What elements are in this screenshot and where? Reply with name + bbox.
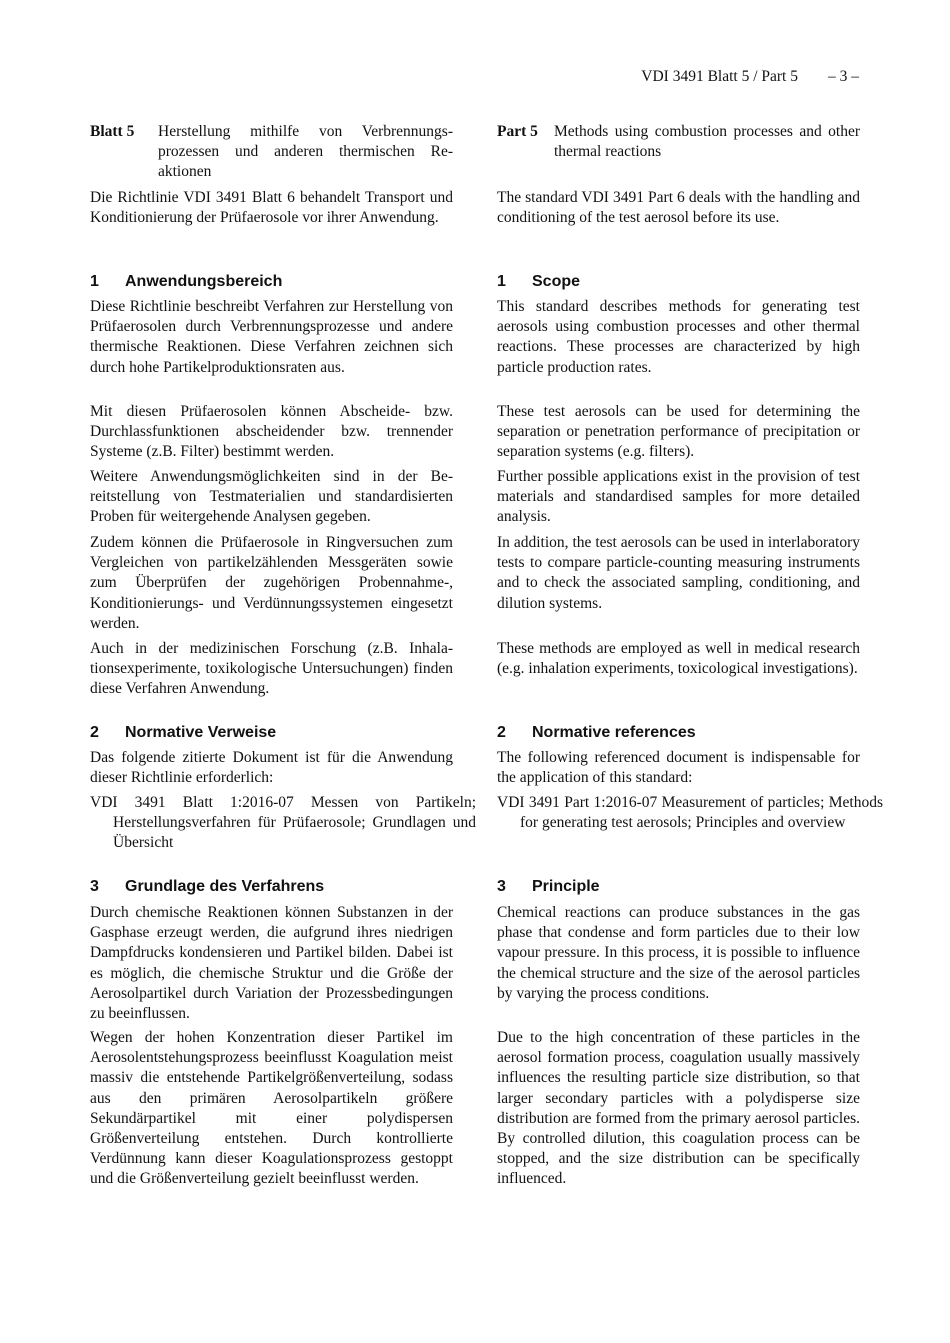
part-title: Herstellung mithilfe von Verbrennungsprozessen und anderen thermischen Reaktionen — [158, 123, 453, 181]
section-1-paragraph: Diese Richtlinie beschreibt Verfahren zur Herstellung von Prüfaerosolen durch Verbrennungsprozesse und andere thermische Reaktionen. Diese Verfahren zeichnen sich durch hohe Partikelproduktionsraten aus. — [90, 298, 453, 376]
section-1-paragraph: Zudem können die Prüfaerosole in Ringversuchen zum Vergleichen von partikelzählenden Messgeräten sowie zum Überprüfen der zugehörigen Probennahme-, Konditionierungs- und Verdünnungssystemen eingesetzt werden. — [90, 534, 453, 632]
section-heading-1: 1 Scope — [497, 273, 581, 290]
section-1-paragraph: In addition, the test aerosols can be used in interlaboratory tests to compare particle-counting measuring instruments and to check the associated sampling, conditioning, and dilution systems. — [497, 534, 860, 612]
section-heading-3: 3 Grundlage des Verfahrens — [90, 878, 325, 895]
section-3-paragraph: Wegen der hohen Konzentration dieser Partikel im Aerosolentstehungsprozess beeinflusst Koagulation meist massiv die entstehende Partikelgrößenverteilung, sodass aus den primären Aerosolpartikeln größere Sekundärpartikel mit einer polydispersen Größenverteilung entstehen. Durch kontrollierte Verdünnung kann dieser Koagulationsprozess gestoppt und die Größenverteilung gezielt beeinflusst werden. — [90, 1029, 453, 1188]
page-number: – 3 – — [828, 68, 859, 85]
intro-paragraph: Die Richtlinie VDI 3491 Blatt 6 behandelt Transport und Konditionierung der Prüfaerosole vor ihrer Anwendung. — [90, 189, 453, 227]
section-heading-3: 3 Principle — [497, 878, 600, 895]
section-1-paragraph: This standard describes methods for generating test aerosols using combustion processes and other thermal reactions. These processes are characterized by high particle production rates. — [497, 298, 860, 376]
intro-paragraph: The standard VDI 3491 Part 6 deals with the handling and conditioning of the test aerosol before its use. — [497, 189, 860, 227]
page-header — [641, 68, 859, 86]
section-heading-2: 2 Normative Verweise — [90, 724, 277, 741]
section-2-paragraph: The following referenced document is indispensable for the application of this standard: — [497, 749, 860, 787]
section-heading-2: 2 Normative references — [497, 724, 696, 741]
section-1-paragraph: Weitere Anwendungsmöglichkeiten sind in der Bereitstellung von Testmaterialien und standardisierten Proben für weitergehende Analysen gegeben. — [90, 468, 453, 526]
section-3-paragraph: Durch chemische Reaktionen können Substanzen in der Gasphase erzeugt werden, die aufgrund ihres niedrigen Dampfdrucks kondensieren und Partikel bilden. Dabei ist es möglich, die chemische Struktur und die Größe der Aerosolpartikel durch Variation der Prozessbedingungen zu beeinflussen. — [90, 904, 453, 1023]
normative-reference: VDI 3491 Blatt 1:2016-07 Messen von Partikeln; Herstellungsverfahren für Prüfaerosole; Grundlagen und Übersicht — [90, 794, 476, 852]
part-heading — [497, 122, 860, 164]
section-1-paragraph: These methods are employed as well in medical research (e.g. inhalation experiments, toxicological investigations). — [497, 640, 860, 678]
part-heading — [90, 122, 453, 184]
normative-reference: VDI 3491 Part 1:2016-07 Measurement of particles; Methods for generating test aerosols; Principles and overview — [497, 794, 883, 832]
document-id: VDI 3491 Blatt 5 / Part 5 — [641, 68, 798, 85]
section-2-paragraph: Das folgende zitierte Dokument ist für die Anwendung dieser Richtlinie erforderlich: — [90, 749, 453, 787]
section-1-paragraph: Mit diesen Prüfaerosolen können Abscheide- bzw. Durchlassfunktionen abscheidender bzw. trennender Systeme (z.B. Filter) bestimmt werden. — [90, 403, 453, 461]
part-title: Methods using combustion processes and other thermal reactions — [554, 123, 860, 161]
section-3-paragraph: Due to the high concentration of these particles in the aerosol formation process, coagulation usually massively influences the resulting particle size distribution, so that larger secondary particles with a polydisperse size distribution are formed from the primary aerosol particles. By controlled dilution, this coagulation process can be stopped, and the size distribution can be specifically influenced. — [497, 1029, 860, 1188]
part-label: Part 5 — [497, 123, 538, 140]
section-1-paragraph: Further possible applications exist in the provision of test materials and standardised samples for more detailed analysis. — [497, 468, 860, 526]
part-label: Blatt 5 — [90, 123, 135, 140]
section-1-paragraph: These test aerosols can be used for determining the separation or penetration performance of precipitation or separation systems (e.g. filters). — [497, 403, 860, 461]
section-1-paragraph: Auch in der medizinischen Forschung (z.B. Inhalationsexperimente, toxikologische Untersuchungen) finden diese Verfahren Anwendung. — [90, 640, 453, 698]
section-3-paragraph: Chemical reactions can produce substances in the gas phase that condense and form particles due to their low vapour pressure. In this process, it is possible to influence the chemical structure and the size of the aerosol particles by varying the process conditions. — [497, 904, 860, 1002]
section-heading-1: 1 Anwendungsbereich — [90, 273, 283, 290]
